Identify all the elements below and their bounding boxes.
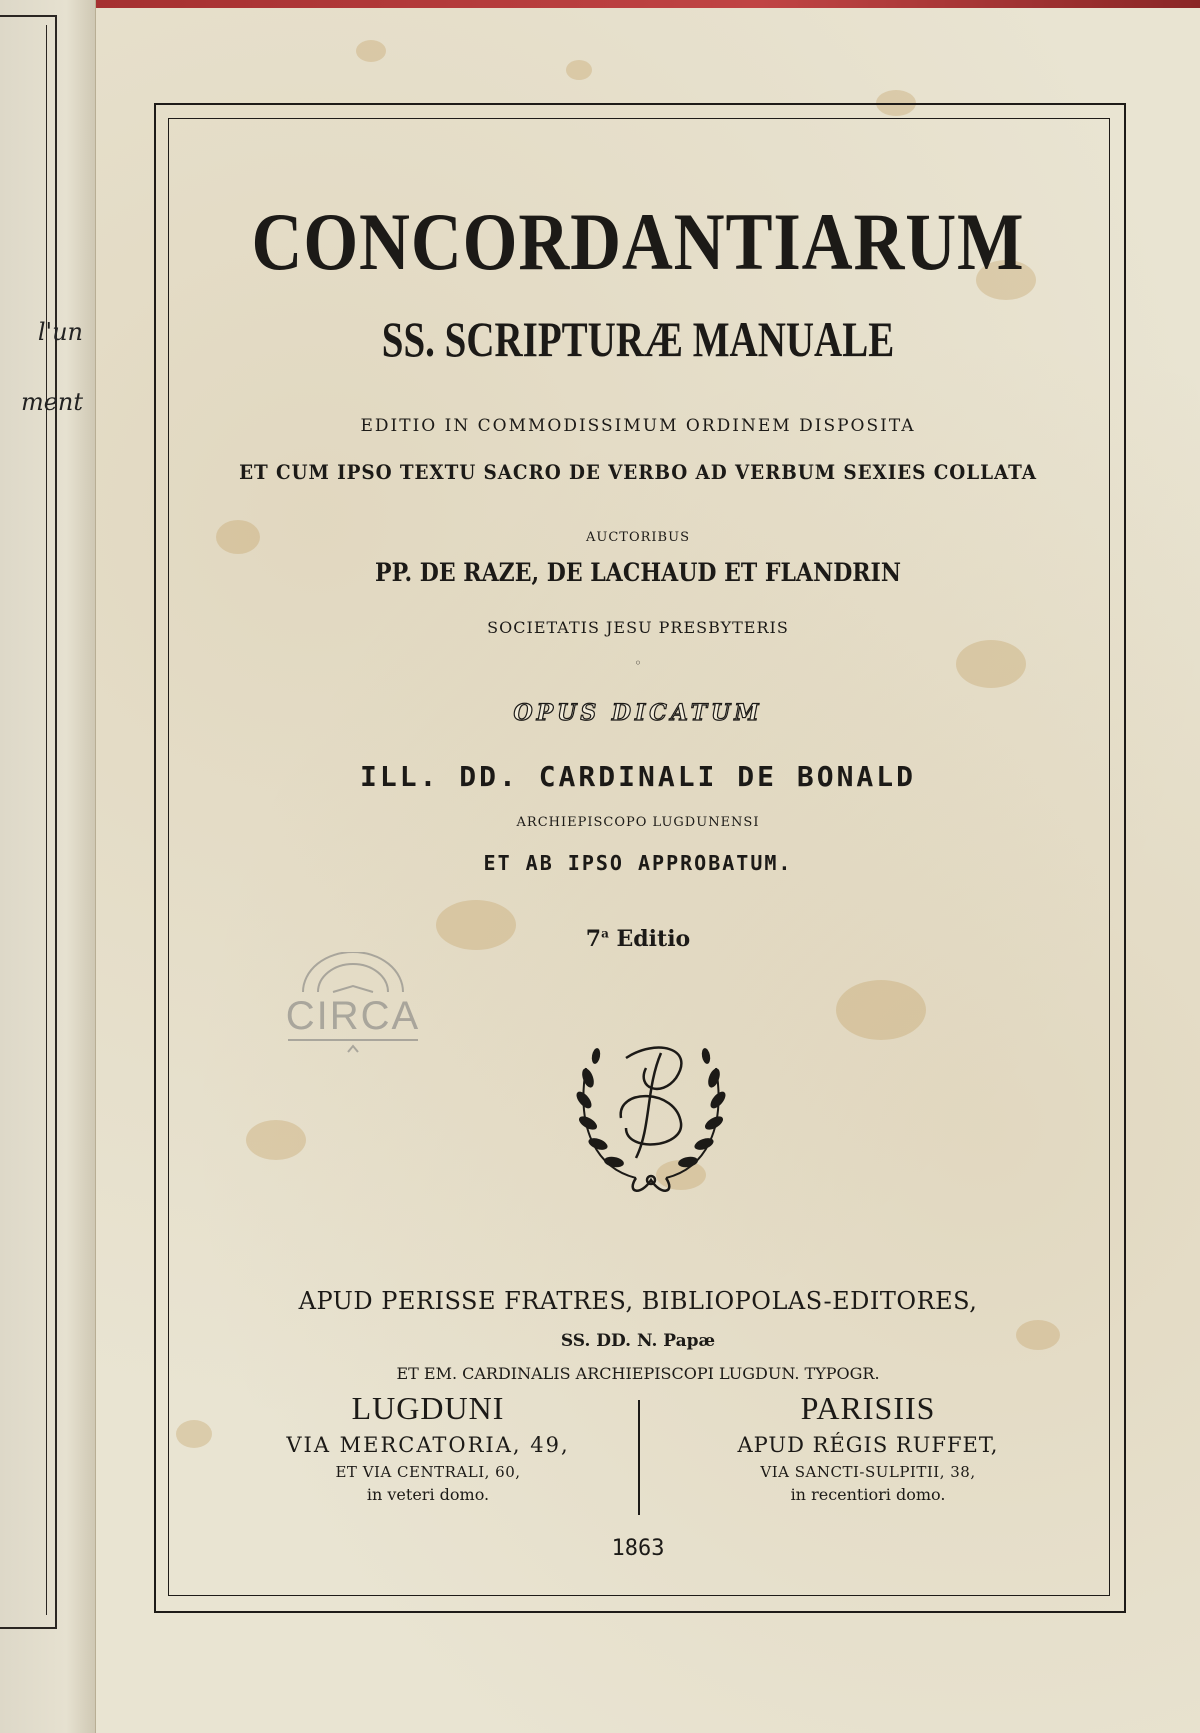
top-red-strip: [96, 0, 1200, 8]
foxing-spot: [566, 60, 592, 80]
circa-watermark: [268, 952, 438, 1072]
lugduni-column: [228, 1390, 628, 1504]
lugduni-address-3: in veteri domo.: [366, 1485, 490, 1504]
edition-ordinal-suffix: a: [601, 926, 609, 941]
edition-line-2: ET CUM IPSO TEXTU SACRO DE VERBO AD VERBUM SEXIES COLLATA: [239, 460, 1037, 484]
lugduni-city: LUGDUNI: [351, 1390, 505, 1426]
publisher-line-2: SS. DD. N. Papæ: [560, 1331, 716, 1351]
ornament-dot: ◦: [634, 656, 642, 670]
publication-year: 1863: [611, 1536, 665, 1561]
lugduni-address-1: VIA MERCATORIA, 49,: [286, 1433, 570, 1457]
foxing-spot: [356, 40, 386, 62]
opus-dicatum: OPUS DICATUM: [513, 700, 763, 726]
edition-ordinal: 7: [585, 926, 602, 952]
monogram-wreath-emblem: [566, 1028, 736, 1200]
edition-number: [168, 926, 1108, 952]
book-title: CONCORDANTIARUM: [251, 196, 1025, 287]
cardinal-line: ILL. DD. CARDINALI DE BONALD: [359, 760, 916, 793]
watermark-text: CIRCA: [285, 994, 421, 1038]
society-line: SOCIETATIS JESU PRESBYTERIS: [487, 618, 789, 637]
left-page-fragment-1: l'un: [37, 318, 83, 346]
publisher-line-1: APUD PERISSE FRATRES, BIBLIOPOLAS-EDITORES,: [298, 1287, 978, 1315]
parisiis-address-3: in recentiori domo.: [790, 1485, 946, 1504]
parisiis-column: [668, 1390, 1068, 1504]
approbation-line: ET AB IPSO APPROBATUM.: [483, 851, 793, 875]
authors-label: AUCTORIBUS: [586, 530, 690, 545]
edition-line-1: EDITIO IN COMMODISSIMUM ORDINEM DISPOSITA: [360, 416, 916, 436]
publisher-line-3: ET EM. CARDINALIS ARCHIEPISCOPI LUGDUN. TYPOGR.: [396, 1364, 880, 1383]
parisiis-city: PARISIIS: [800, 1390, 936, 1426]
title-page-content: [168, 118, 1108, 1594]
edition-label: Editio: [616, 926, 691, 952]
column-divider: [638, 1400, 640, 1515]
parisiis-address-2: VIA SANCTI-SULPITII, 38,: [760, 1463, 976, 1481]
left-page-border-inner: [0, 25, 47, 1615]
book-subtitle: SS. SCRIPTURÆ MANUALE: [381, 311, 895, 367]
lugduni-address-2: ET VIA CENTRALI, 60,: [335, 1463, 521, 1481]
archbishop-line: ARCHIEPISCOPO LUGDUNENSI: [516, 815, 760, 830]
left-page-fragment-2: ment: [20, 388, 83, 416]
left-facing-page: [0, 0, 95, 1733]
author-names: PP. DE RAZE, DE LACHAUD ET FLANDRIN: [375, 558, 901, 587]
parisiis-address-1: APUD RÉGIS RUFFET,: [737, 1433, 999, 1457]
title-page: [95, 0, 1200, 1733]
